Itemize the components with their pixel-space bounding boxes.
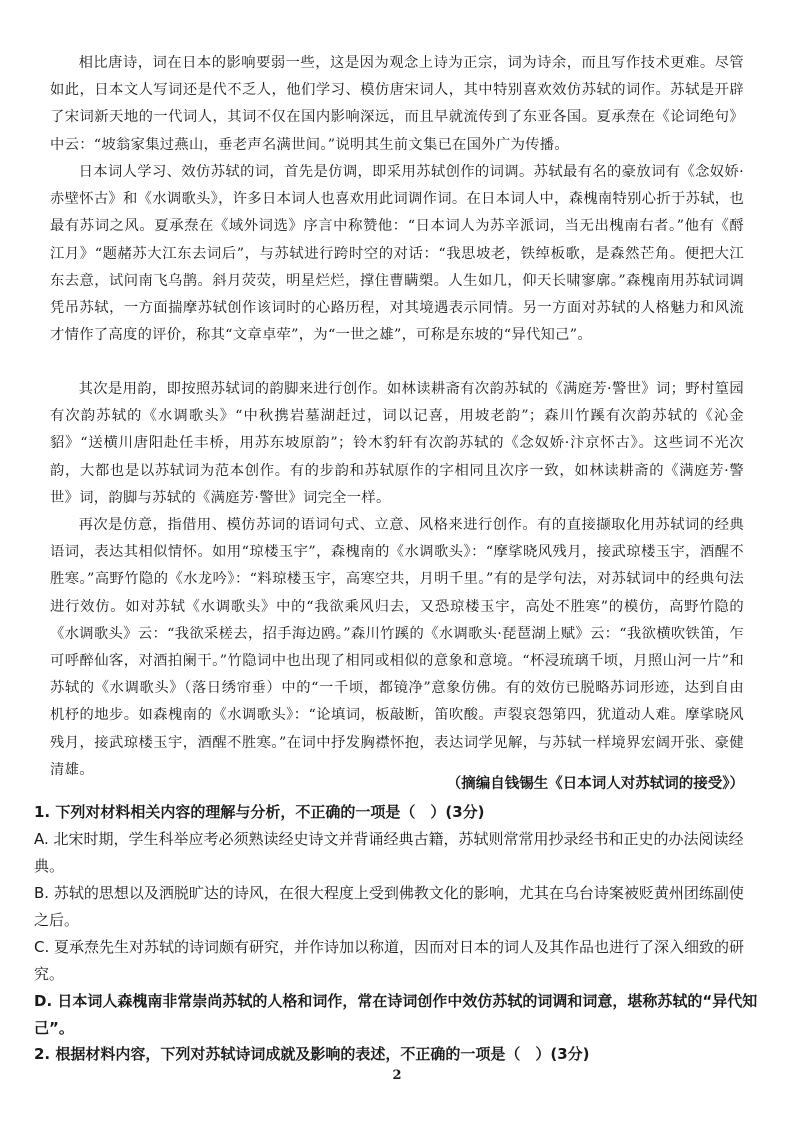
page-number: 2 (392, 1068, 402, 1083)
question-1-option-d: D. 日本词人森槐南非常崇尚苏轼的人格和词作，常在诗词创作中效仿苏轼的词调和词意，堪称苏轼的“异代知己”。 (34, 992, 758, 1037)
paragraph-3: 其次是用韵，即按照苏轼词的韵脚来进行创作。如林读耕斋有次韵苏轼的《满庭芳·警世》词；野村篁园有次韵苏轼的《水调歌头》“中秋携岩墓湖赶过，词以记喜，用坡老韵”；森川竹蹊有次韵苏轼的《沁金貂》“送横川唐阳赴任丰桥，用苏东坡原韵”；铃木豹轩有次韵苏轼的《念奴娇·汴京怀古》。这些词不光次韵，大都也是以苏轼词为范本创作。有的步韵和苏轼原作的字相同且次序一致，如林读耕斋的《满庭芳·警世》词，韵脚与苏轼的《满庭芳·警世》词完全一样。 (50, 381, 744, 506)
question-1-option-a: A. 北宋时期，学生科举应考必须熟读经史诗文并背诵经典古籍，苏轼则常常用抄录经书和正史的办法阅读经典。 (34, 830, 744, 875)
source-citation: （摘编自钱锡生《日本词人对苏轼词的接受》） (446, 775, 744, 792)
paragraph-4: 再次是仿意，指借用、模仿苏词的语词句式、立意、风格来进行创作。有的直接撷取化用苏轼词的经典语词，表达其相似情怀。如用“琼楼玉宇”，森槐南的《水调歌头》：“摩挲晓风残月，接武琼楼玉宇，酒醒不胜寒。”高野竹隐的《水龙吟》：“料琼楼玉宇，高寒空共，月明千里。”有的是学句法，对苏轼词中的经典句法进行效仿。如对苏轼《水调歌头》中的“我欲乘风归去，又恐琼楼玉宇，高处不胜寒”的模仿，高野竹隐的《水调歌头》云：“我欲采槎去，招手海边鸥。”森川竹蹊的《水调歌头·琵琶湖上赋》云：“我欲横吹铁笛，乍可呼醉仙客，对酒拍阑干。”竹隐词中也出现了相同或相似的意象和意境。“杯浸琉璃千顷，月照山河一片”和苏轼的《水调歌头》（落日绣帘垂）中的“一千顷，都镜净”意象仿佛。有的效仿已脱略苏词形迹，达到自由机杼的地步。如森槐南的《水调歌头》：“论填词，板敲断，笛吹酸。声裂哀怨第四，犹道动人难。摩挲晓风残月，接武琼楼玉宇，酒醒不胜寒。”在词中抒发胸襟怀抱，表达词学见解，与苏轼一样境界宏阔开张、豪健清雄。 (50, 517, 744, 778)
paragraph-1: 相比唐诗，词在日本的影响要弱一些，这是因为观念上诗为正宗，词为诗余，而且写作技术更难。尽管如此，日本文人写词还是代不乏人，他们学习、模仿唐宋词人，其中特别喜欢效仿苏轼的词作。苏轼是开辟了宋词新天地的一代词人，其词不仅在国内影响深远，而且早就流传到了东亚各国。夏承焘在《论词绝句》中云：“坡翁家集过燕山，垂老声名满世间。”说明其生前文集已在国外广为传播。 (50, 55, 744, 153)
question-1-option-b: B. 苏轼的思想以及洒脱旷达的诗风，在很大程度上受到佛教文化的影响，尤其在乌台诗案被贬黄州团练副使之后。 (34, 884, 744, 929)
question-1-option-c: C. 夏承焘先生对苏轼的诗词颇有研究，并作诗加以称道，因而对日本的词人及其作品也进行了深入细致的研究。 (34, 938, 745, 983)
paragraph-2: 日本词人学习、效仿苏轼的词，首先是仿调，即采用苏轼创作的词调。苏轼最有名的豪放词有《念奴娇·赤壁怀古》和《水调歌头》，许多日本词人也喜欢用此词调作词。在日本词人中，森槐南特别心折于苏轼，也最有苏词之风。夏承焘在《域外词选》序言中称赞他：“日本词人为苏辛派词，当无出槐南右者。”他有《酹江月》“题赭苏大江东去词后”，与苏轼进行跨时空的对话：“我思坡老，铁绰板歌，是森然芒角。便把大江东去意，试问南飞乌鹊。斜月荧荧，明星烂烂，撑住曹瞒槊。人生如几，仰天长啸寥廓。”森槐南用苏轼词调凭吊苏轼，一方面揣摩苏轼创作该词时的心路历程，对其境遇表示同情。另一方面对苏轼的人格魅力和风流才情作了高度的评价，称其“文章卓荦”，为“一世之雄”，可称是东坡的“异代知己”。 (50, 164, 744, 344)
question-2-stem: 2. 根据材料内容，下列对苏轼诗词成就及影响的表述，不正确的一项是（ ）(3分) (34, 1045, 590, 1063)
question-1-stem: 1. 下列对材料相关内容的理解与分析，不正确的一项是（ ）(3分) (34, 803, 485, 821)
